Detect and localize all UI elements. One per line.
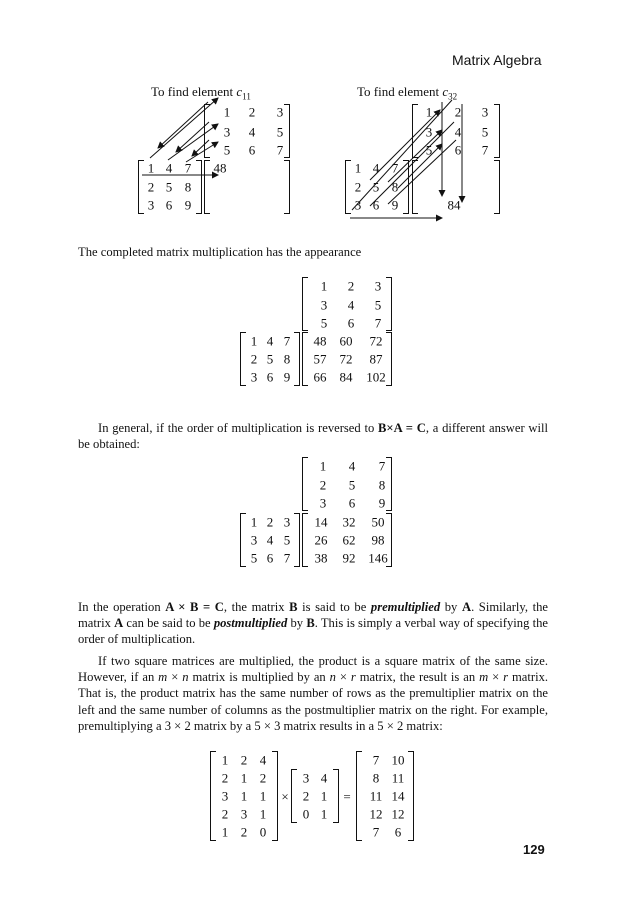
completed-intro-text: The completed matrix multiplication has the appearance <box>78 245 362 259</box>
figure-right-result-matrix: 84 <box>412 160 500 214</box>
running-title: Matrix Algebra <box>452 52 542 68</box>
example2-a-matrix: 1 4 7 2 5 8 3 6 9 <box>302 457 392 511</box>
general-paragraph: In general, if the order of multiplication is reversed to B×A = C, a different answer will be obtained: <box>78 421 549 452</box>
operation-paragraph: In the operation A × B = C, the matrix B is said to be premultiplied by A. Similarly, the matrix A can be said to be postmultiplied by B. This is simply a verbal way of specifying the order of multiplication. <box>78 600 549 647</box>
times-sign: × <box>281 789 289 804</box>
right-arrow-up-1 <box>370 110 440 180</box>
equals-sign: = <box>343 789 351 804</box>
right-arrow-diag-1 <box>352 100 452 210</box>
figure-arrows <box>0 0 629 240</box>
figure-left-result-matrix: 48 <box>204 160 290 214</box>
figure-right-a-matrix: 1 4 7 2 5 8 3 6 9 <box>345 160 409 214</box>
figure-right-b-matrix: 1 2 3 3 4 5 5 6 7 <box>412 104 500 158</box>
left-arrow-diag-3 <box>192 140 209 156</box>
example2-b-matrix: 1 2 3 3 4 5 5 6 7 <box>240 513 300 567</box>
example3-left-matrix: 1 2 4 2 1 2 3 1 1 2 3 1 1 2 0 <box>210 751 278 841</box>
figure-left-b-matrix: 1 2 3 3 4 5 5 6 7 <box>204 104 290 158</box>
example1-c-matrix: 48 60 72 57 72 87 66 84 102 <box>302 332 392 386</box>
example3-right-matrix: 3 4 2 1 0 1 <box>291 769 339 823</box>
figure-left-a-matrix: 1 4 7 2 5 8 3 6 9 <box>138 160 202 214</box>
right-figure-caption: To find element $c_{32}$ <box>357 84 458 102</box>
left-figure-caption: To find element $c_{11}$ <box>151 84 251 102</box>
page-number: 129 <box>523 842 545 857</box>
example1-b-matrix: 1 2 3 3 4 5 5 6 7 <box>302 277 392 331</box>
square-matrices-paragraph: If two square matrices are multiplied, the product is a square matrix of the same size. However, if an m × n matrix is multiplied by an n × r matrix, the result is an m × r matrix. That is, the product matrix has the same number of rows as the premultiplier matrix on the left and the same number of columns as the postmultiplier matrix on the right. For example, premultiplying a 3 × 2 matrix by a 5 × 3 matrix results in a 5 × 2 matrix: <box>78 654 549 733</box>
left-arrow-diag-1 <box>158 102 208 148</box>
right-arrow-diag-2 <box>370 122 454 206</box>
example2-c-matrix: 14 32 50 26 62 98 38 92 146 <box>302 513 392 567</box>
left-arrow-up-3 <box>186 142 218 162</box>
example3-result-matrix: 7 10 8 11 11 14 12 12 7 6 <box>356 751 414 841</box>
example1-a-matrix: 1 4 7 2 5 8 3 6 9 <box>240 332 300 386</box>
right-arrow-up-2 <box>388 130 442 182</box>
